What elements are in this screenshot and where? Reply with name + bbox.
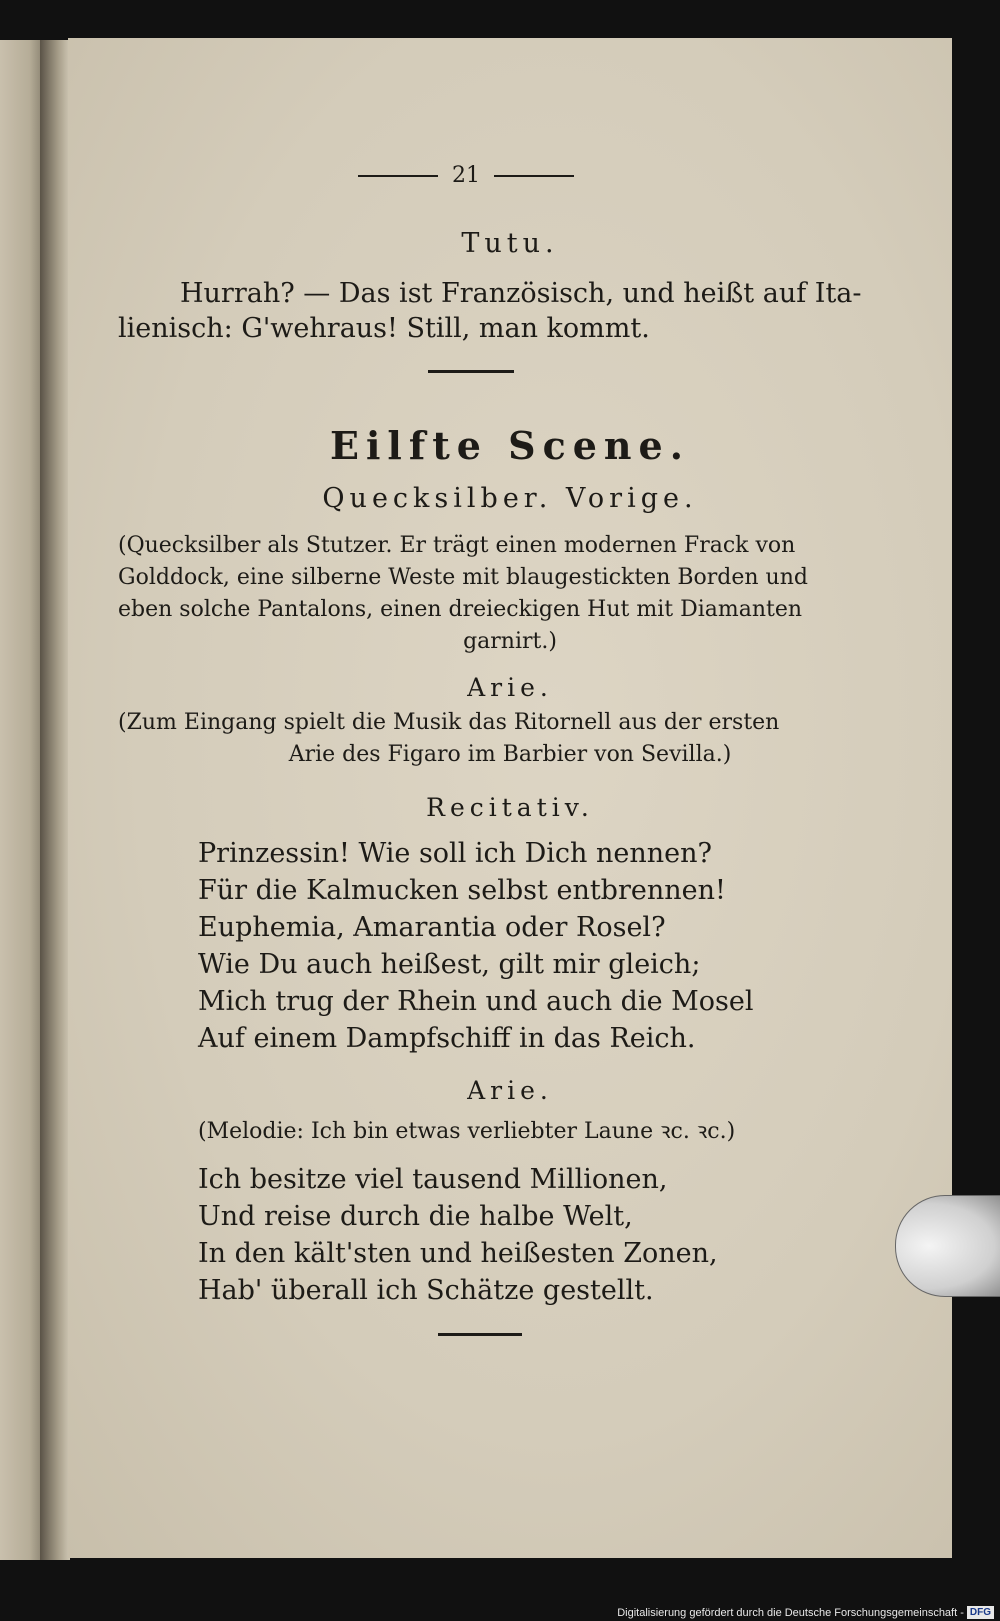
aria-2-heading: Arie.: [467, 1076, 553, 1105]
left-page-edge: [0, 40, 42, 1560]
aria-1-heading: Arie.: [467, 673, 553, 702]
aria-2-note: (Melodie: Ich bin etwas verliebter Laune ꝛc. ꝛc.): [198, 1119, 736, 1144]
scene-title: Eilfte Scene.: [330, 423, 690, 468]
header-rule-left: [358, 175, 438, 177]
header-rule-right: [494, 175, 574, 177]
end-divider: [438, 1333, 522, 1336]
book-page: [68, 38, 952, 1558]
aria-2-line-1: Ich besitze viel tausend Millionen,: [198, 1164, 668, 1195]
stage-direction-line-3: eben solche Pantalons, einen dreieckigen Hut mit Diamanten: [118, 597, 803, 622]
aria-1-note-line-2: Arie des Figaro im Barbier von Sevilla.): [288, 742, 732, 767]
page-turn-thumb: [895, 1195, 1000, 1297]
aria-1-note-line-1: (Zum Eingang spielt die Musik das Ritornell aus der ersten: [118, 710, 780, 735]
stage-direction-line-2: Golddock, eine silberne Weste mit blaugestickten Borden und: [118, 565, 808, 590]
stage-direction-line-1: (Quecksilber als Stutzer. Er trägt einen modernen Frack von: [118, 533, 796, 558]
aria-2-line-3: In den kält'sten und heißesten Zonen,: [198, 1238, 718, 1269]
stage-direction-line-4: garnirt.): [463, 629, 557, 654]
characters: Quecksilber. Vorige.: [322, 483, 698, 514]
recitativ-line-4: Wie Du auch heißest, gilt mir gleich;: [198, 949, 701, 980]
recitativ-line-2: Für die Kalmucken selbst entbrennen!: [198, 875, 726, 906]
tutu-line-2: lienisch: G'wehraus! Still, man kommt.: [118, 313, 650, 344]
recitativ-line-3: Euphemia, Amarantia oder Rosel?: [198, 912, 666, 943]
recitativ-line-1: Prinzessin! Wie soll ich Dich nennen?: [198, 838, 713, 869]
page-header: [358, 163, 574, 188]
dfg-logo: DFG: [967, 1606, 994, 1619]
recitativ-line-6: Auf einem Dampfschiff in das Reich.: [198, 1023, 696, 1054]
footer-text: Digitalisierung gefördert durch die Deutsche Forschungsgemeinschaft -: [617, 1606, 964, 1619]
recitativ-heading: Recitativ.: [426, 793, 594, 822]
aria-2-line-4: Hab' überall ich Schätze gestellt.: [198, 1275, 654, 1306]
aria-2-line-2: Und reise durch die halbe Welt,: [198, 1201, 633, 1232]
page-number: 21: [452, 163, 480, 188]
digitization-footer: [617, 1606, 994, 1619]
section-divider: [428, 370, 514, 373]
speaker-tutu: Tutu.: [461, 228, 559, 259]
recitativ-line-5: Mich trug der Rhein und auch die Mosel: [198, 986, 754, 1017]
tutu-line-1: Hurrah? — Das ist Französisch, und heißt auf Ita-: [180, 278, 862, 309]
book-gutter: [40, 40, 70, 1560]
